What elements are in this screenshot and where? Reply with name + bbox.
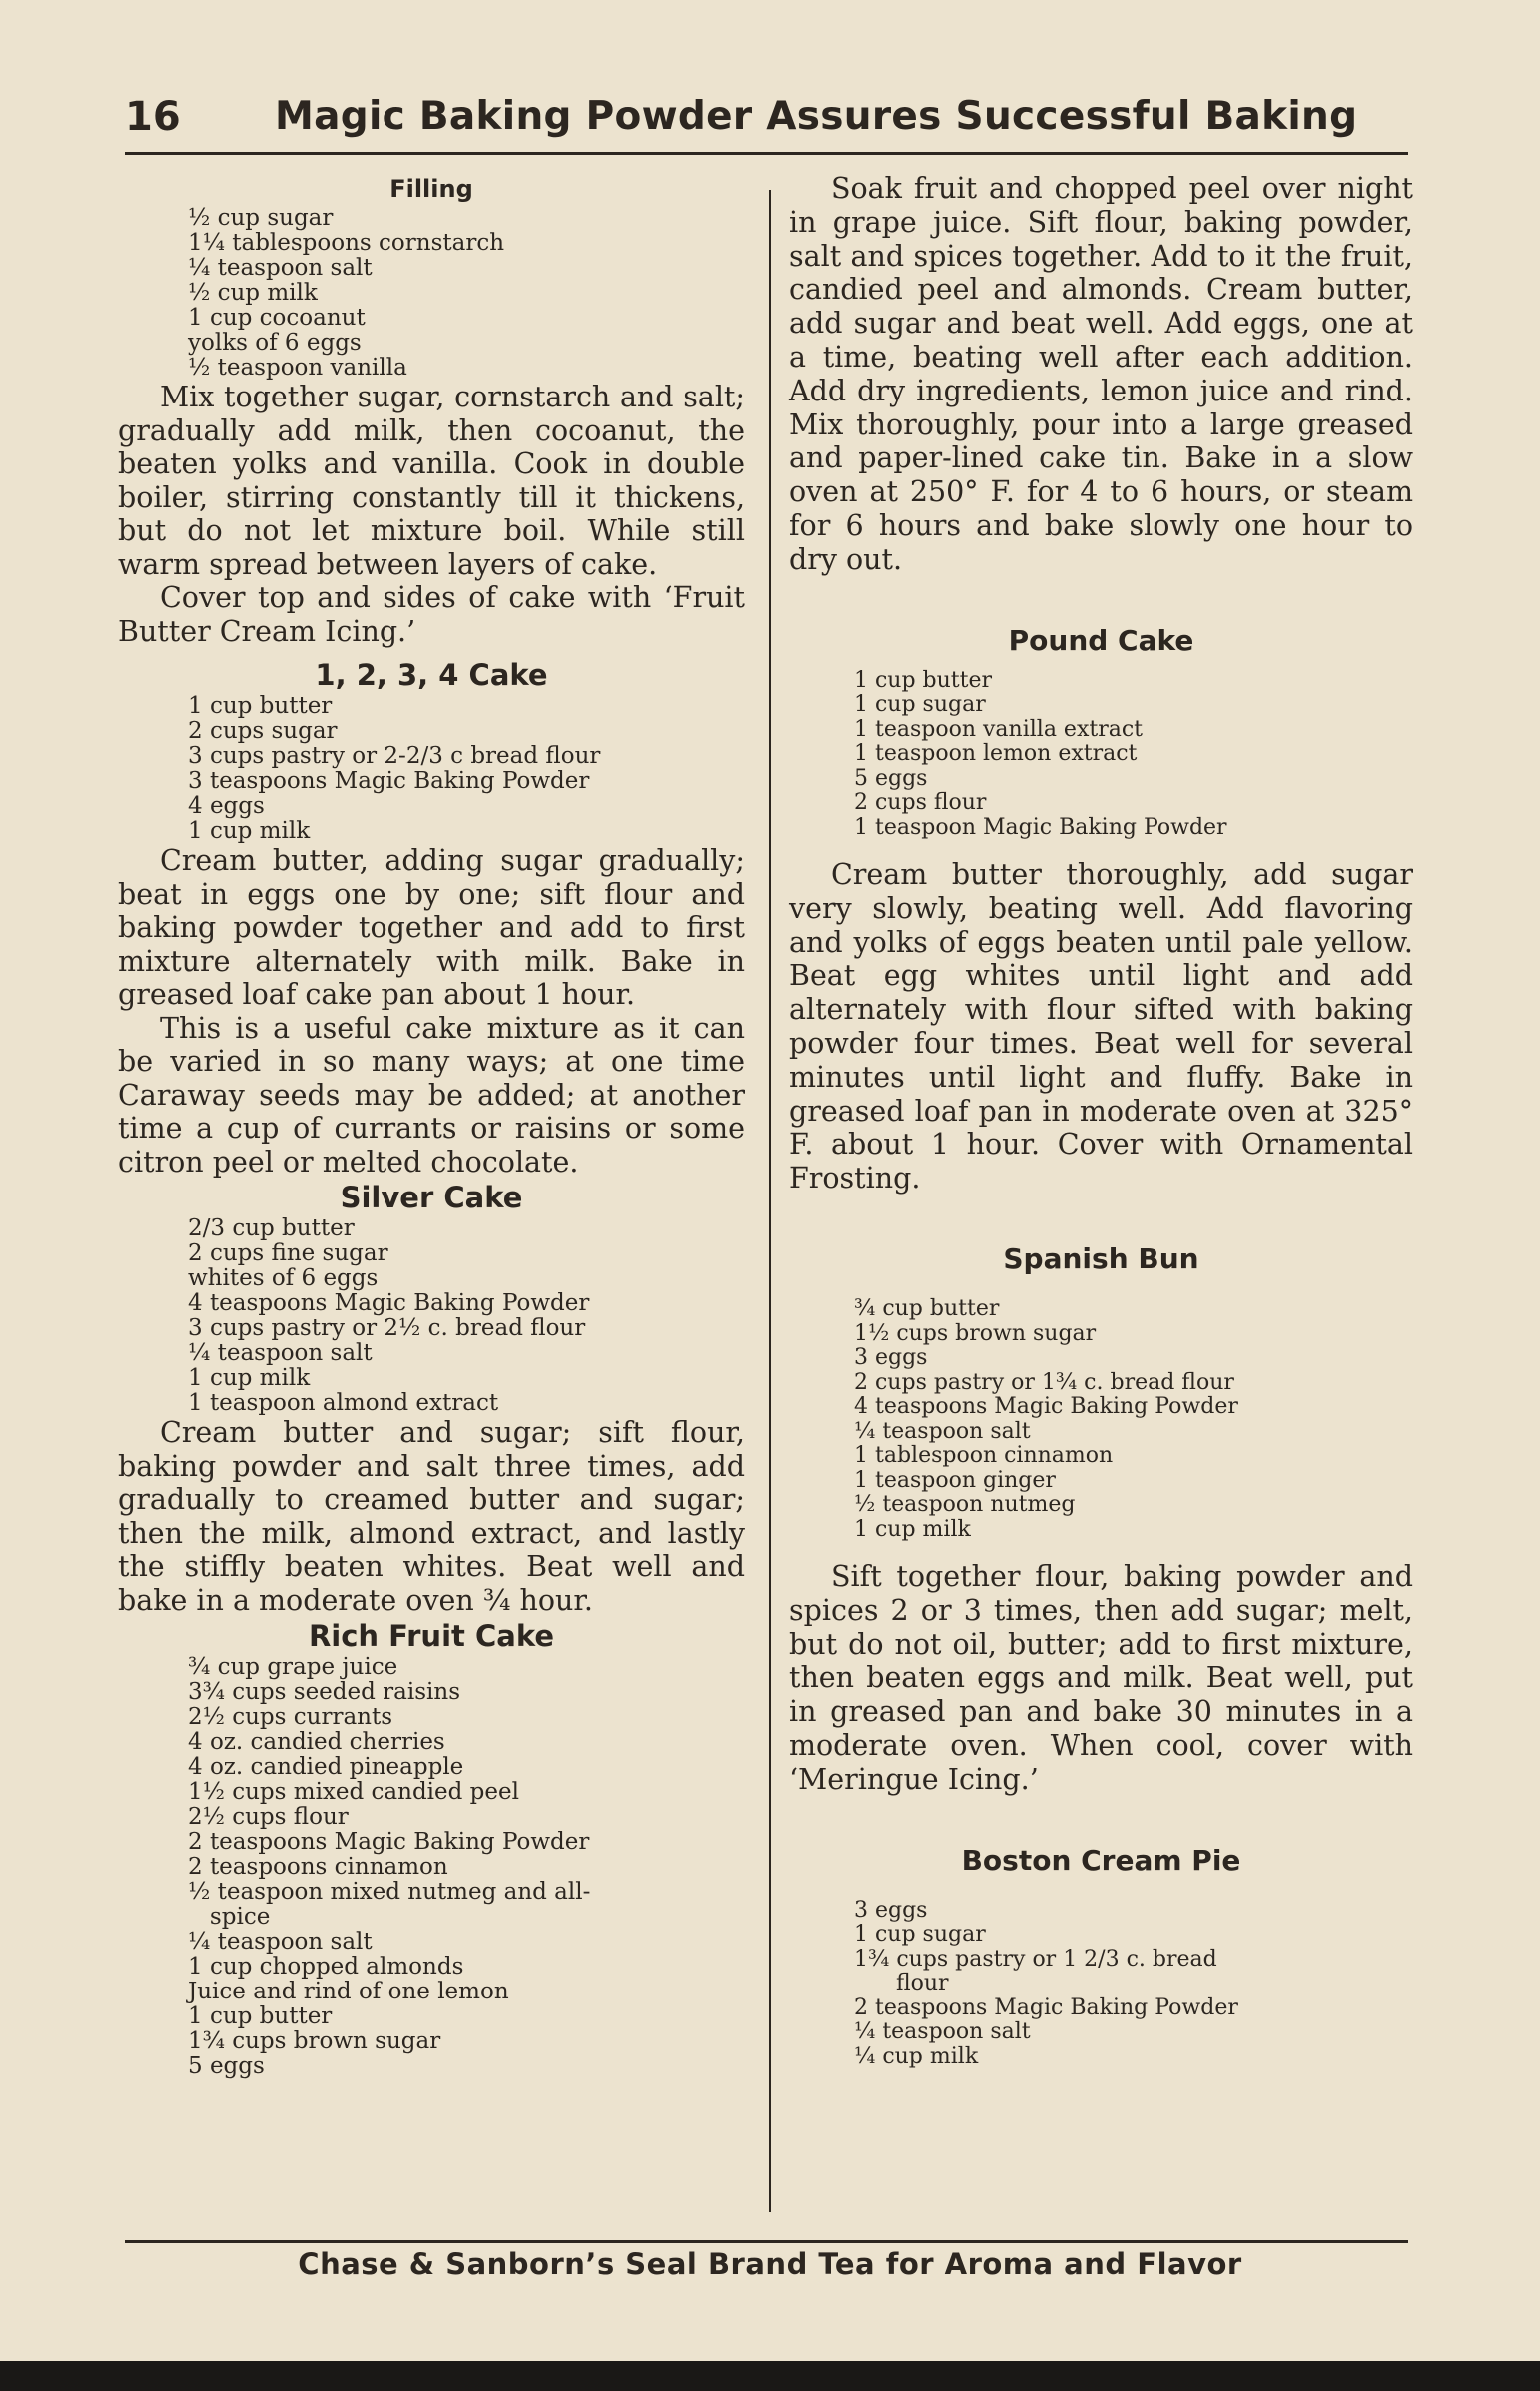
ingredient-line: 1 teaspoon almond extract <box>188 1390 499 1416</box>
ingredient-line: 3¾ cups seeded raisins <box>188 1679 461 1705</box>
ingredient-line: ¾ cup butter <box>854 1296 1000 1322</box>
ingredient-line: ¼ teaspoon salt <box>188 1929 373 1955</box>
ingredient-line: 1 cup butter <box>854 667 993 693</box>
ingredient-line: whites of 6 eggs <box>188 1265 379 1291</box>
left-column <box>118 172 745 2079</box>
silver-cake-directions: Cream butter and sugar; sift flour, baking powder and salt three times, add gradually to creamed butter and sugar; then the milk, almond extract, and lastly the stiffly beaten whites. Beat well and bake in a moderate oven ¾ hour. <box>118 1416 745 1617</box>
ingredient-line: 4 eggs <box>188 793 265 819</box>
ingredient-line: 1 cup sugar <box>854 692 986 718</box>
ingredient-line: 1¾ cups brown sugar <box>188 2028 441 2054</box>
ingredient-line: 1½ cups brown sugar <box>854 1320 1097 1346</box>
footer-tagline: Chase & Sanborn’s Seal Brand Tea for Aroma and Flavor <box>298 2247 1242 2281</box>
ingredient-line: ½ teaspoon vanilla <box>188 355 407 381</box>
ingredient-line: 3 teaspoons Magic Baking Powder <box>188 768 590 794</box>
ingredient-line: 3 eggs <box>854 1345 928 1371</box>
ingredient-line: ¼ cup milk <box>854 2043 979 2069</box>
ingredient-line: 2 teaspoons Magic Baking Powder <box>188 1829 590 1855</box>
ingredient-line: ¼ teaspoon salt <box>854 2019 1031 2045</box>
ingredient-line: ¼ teaspoon salt <box>188 1340 373 1366</box>
ingredient-line: 2½ cups currants <box>188 1704 393 1730</box>
ingredient-line: 1 teaspoon lemon extract <box>854 741 1138 767</box>
ingredient-line: 2 cups fine sugar <box>188 1240 388 1266</box>
ingredient-line: 1 cup butter <box>188 693 333 719</box>
right-column <box>789 172 1413 2069</box>
running-title: Magic Baking Powder Assures Successful Baking <box>275 94 1358 139</box>
ingredient-line: 2 teaspoons Magic Baking Powder <box>854 1994 1238 2020</box>
ingredient-line: ½ cup sugar <box>188 205 334 231</box>
ingredient-line: 1¾ cups pastry or 1 2/3 c. bread <box>854 1946 1217 1972</box>
filling-note: Cover top and sides of cake with ‘Fruit Butter Cream Icing.’ <box>118 581 745 648</box>
ingredient-line: 2 teaspoons cinnamon <box>188 1854 448 1880</box>
ingredient-line: 1 cup sugar <box>854 1922 986 1948</box>
ingredient-line: 3 eggs <box>854 1897 928 1923</box>
ingredient-line: spice <box>188 1904 271 1930</box>
boston-cream-pie-title: Boston Cream Pie <box>961 1843 1241 1877</box>
spanish-bun-title: Spanish Bun <box>1003 1242 1199 1276</box>
ingredient-line: flour <box>854 1971 949 1996</box>
ingredient-line: ½ teaspoon mixed nutmeg and all- <box>188 1879 591 1905</box>
spanish-bun-directions: Sift together flour, baking powder and spices 2 or 3 times, then add sugar; melt, but do not oil, butter; add to first mixture, then beaten eggs and milk. Beat well, put in greased pan and bake 30 minutes in a moderate oven. When cool, cover with ‘Meringue Icing.’ <box>789 1560 1413 1796</box>
ingredient-line: 1 cup milk <box>854 1516 971 1542</box>
ingredient-line: 2/3 cup butter <box>188 1215 355 1241</box>
rich-fruit-cake-directions: Soak fruit and chopped peel over night in grape juice. Sift flour, baking powder, salt and spices together. Add to it the fruit, candied peel and almonds. Cream butter, add sugar and beat well. Add eggs, one at a time, beating well after each addition. Add dry ingredients, lemon juice and rind. Mix thoroughly, pour into a large greased and paper-lined cake tin. Bake in a slow oven at 250° F. for 4 to 6 hours, or steam for 6 hours and bake slowly one hour to dry out. <box>789 172 1413 576</box>
ingredient-line: 1 cup chopped almonds <box>188 1954 464 1980</box>
ingredient-line: ½ cup milk <box>188 280 318 306</box>
page-number: 16 <box>125 94 181 140</box>
ingredient-line: ½ teaspoon nutmeg <box>854 1492 1076 1518</box>
ingredient-line: 1 cup milk <box>188 818 311 844</box>
cake-1234-ingredients <box>118 694 745 844</box>
cake-1234-title: 1, 2, 3, 4 Cake <box>315 658 548 692</box>
cake-1234-note: This is a useful cake mixture as it can be varied in so many ways; at one time Caraway seeds may be added; at another time a cup of currants or raisins or some citron peel or melted chocolate. <box>118 1011 745 1179</box>
silver-cake-ingredients <box>118 1216 745 1416</box>
ingredient-line: 1 tablespoon cinnamon <box>854 1443 1114 1469</box>
ingredient-line: 4 teaspoons Magic Baking Powder <box>188 1290 590 1316</box>
ingredient-line: 4 oz. candied cherries <box>188 1729 445 1755</box>
ingredient-line: 1 cup milk <box>188 1365 311 1391</box>
rich-fruit-cake-ingredients <box>118 1655 745 2079</box>
ingredient-line: 2 cups flour <box>854 790 987 816</box>
filling-title: Filling <box>389 175 473 203</box>
footer-rule <box>125 2240 1408 2243</box>
ingredient-line: 5 eggs <box>854 765 928 791</box>
ingredient-line: 2 cups pastry or 1¾ c. bread flour <box>854 1369 1234 1395</box>
ingredient-line: 5 eggs <box>188 2053 265 2079</box>
boston-cream-pie-ingredients <box>789 1899 1413 2070</box>
rich-fruit-cake-title: Rich Fruit Cake <box>308 1619 555 1653</box>
ingredient-line: 1 teaspoon vanilla extract <box>854 716 1143 742</box>
ingredient-line: 3 cups pastry or 2-2/3 c bread flour <box>188 743 601 769</box>
filling-directions: Mix together sugar, cornstarch and salt; gradually add milk, then cocoanut, the beaten yolks and vanilla. Cook in double boiler, stirring constantly till it thickens, but do not let mixture boil. While still warm spread between layers of cake. <box>118 381 745 581</box>
ingredient-line: 1½ cups mixed candied peel <box>188 1779 519 1805</box>
pound-cake-title: Pound Cake <box>1008 623 1194 657</box>
cake-1234-directions: Cream butter, adding sugar gradually; beat in eggs one by one; sift flour and baking powder together and add to first mixture alternately with milk. Bake in greased loaf cake pan about 1 hour. <box>118 844 745 1011</box>
header-rule <box>125 152 1408 155</box>
ingredient-line: 1 cup cocoanut <box>188 305 366 331</box>
ingredient-line: ¼ teaspoon salt <box>188 255 373 281</box>
pound-cake-ingredients <box>789 669 1413 841</box>
silver-cake-title: Silver Cake <box>340 1181 523 1214</box>
pound-cake-directions: Cream butter thoroughly, add sugar very slowly, beating well. Add flavoring and yolks of eggs beaten until pale yellow. Beat egg whites until light and add alternately with flour sifted with baking powder four times. Beat well for several minutes until light and fluffy. Bake in greased loaf pan in moderate oven at 325° F. about 1 hour. Cover with Ornamental Frosting. <box>789 858 1413 1196</box>
page-header <box>125 92 1408 154</box>
ingredient-line: 1 cup butter <box>188 2003 333 2029</box>
page-bottom-shadow <box>0 2361 1540 2391</box>
ingredient-line: 2½ cups flour <box>188 1804 349 1830</box>
ingredient-line: 3 cups pastry or 2½ c. bread flour <box>188 1315 586 1341</box>
column-divider <box>769 190 771 2212</box>
ingredient-line: Juice and rind of one lemon <box>188 1979 509 2004</box>
ingredient-line: ¼ teaspoon salt <box>854 1418 1031 1444</box>
ingredient-line: 1 teaspoon Magic Baking Powder <box>854 814 1227 840</box>
ingredient-line: yolks of 6 eggs <box>188 330 362 356</box>
ingredient-line: 1 teaspoon ginger <box>854 1467 1056 1493</box>
filling-ingredients <box>118 206 745 381</box>
ingredient-line: 1¼ tablespoons cornstarch <box>188 230 505 256</box>
ingredient-line: ¾ cup grape juice <box>188 1654 398 1680</box>
ingredient-line: 4 oz. candied pineapple <box>188 1754 464 1780</box>
spanish-bun-ingredients <box>789 1297 1413 1542</box>
ingredient-line: 2 cups sugar <box>188 718 338 744</box>
ingredient-line: 4 teaspoons Magic Baking Powder <box>854 1394 1238 1420</box>
